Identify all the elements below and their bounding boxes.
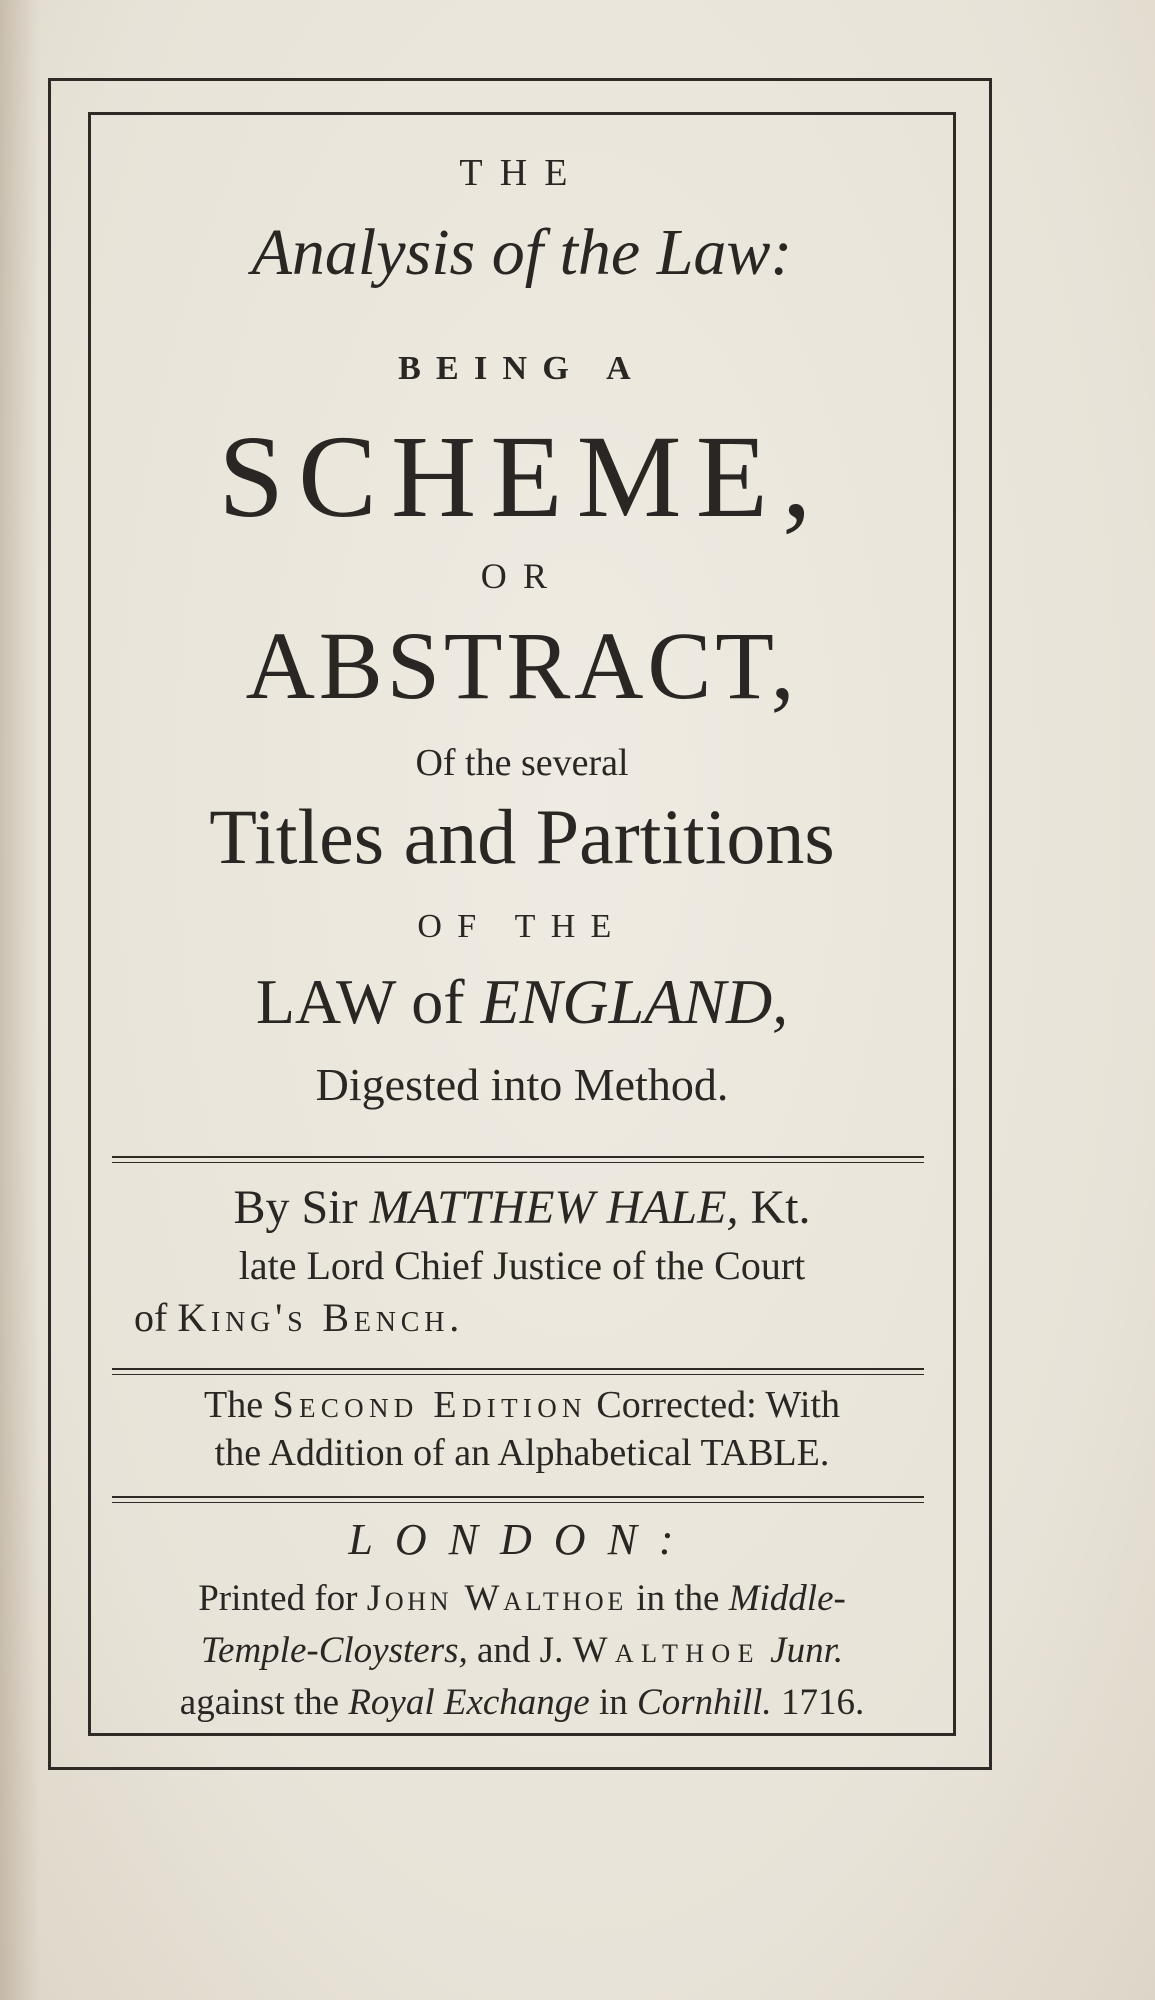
- corrected-text: Corrected: With: [596, 1384, 841, 1426]
- walthoe-text: Walthoe: [572, 1630, 761, 1671]
- being-a-line: BEING A: [398, 350, 646, 387]
- of-the-line: OF THE: [417, 908, 627, 945]
- temple-text: Temple-Cloysters,: [200, 1630, 468, 1671]
- in-the-text: in the: [636, 1578, 720, 1619]
- kings-bench-text: King's Bench.: [177, 1295, 465, 1340]
- of-text: of: [134, 1295, 168, 1340]
- royal-exchange-text: Royal Exchange: [348, 1682, 590, 1723]
- author-line-1: [100, 1181, 944, 1234]
- digested-line: Digested into Method.: [315, 1059, 729, 1110]
- cornhill-text: Cornhill.: [637, 1682, 772, 1723]
- by-sir-text: By Sir: [233, 1181, 358, 1234]
- author-line-2: late Lord Chief Justice of the Court: [238, 1243, 806, 1288]
- john-walthoe-text: John Walthoe: [366, 1578, 627, 1619]
- imprint-line-1: [100, 1580, 944, 1617]
- analysis-title: Analysis of the Law:: [251, 216, 793, 289]
- scheme-line: SCHEME,: [218, 411, 826, 542]
- author-line-3: [100, 1295, 944, 1340]
- and-j-text: and J.: [477, 1630, 564, 1671]
- rule-2: [112, 1368, 924, 1375]
- second-edition-text: Second Edition: [272, 1384, 587, 1426]
- page-edge-shadow: [0, 0, 40, 2000]
- middle-text: Middle-: [728, 1578, 846, 1619]
- rule-1: [112, 1156, 924, 1163]
- kt-text: Kt.: [750, 1181, 811, 1234]
- the-heading: THE: [459, 152, 585, 194]
- law-of-england-line: [100, 966, 944, 1037]
- edition-the-text: The: [203, 1384, 264, 1426]
- author-name: MATTHEW HALE,: [369, 1181, 739, 1234]
- edition-line-2: the Addition of an Alphabetical TABLE.: [214, 1432, 830, 1474]
- imprint-line-2: [100, 1632, 944, 1669]
- imprint-line-3: [100, 1684, 944, 1721]
- junr-text: Junr.: [770, 1630, 844, 1671]
- london-line: LONDON:: [348, 1515, 696, 1564]
- law-of-text: LAW of: [255, 966, 465, 1037]
- of-the-several-line: Of the several: [415, 742, 629, 784]
- printed-for-text: Printed for: [198, 1578, 358, 1619]
- abstract-line: ABSTRACT,: [245, 612, 799, 719]
- or-line: OR: [480, 556, 564, 596]
- against-the-text: against the: [179, 1682, 340, 1723]
- titles-and-partitions-line: Titles and Partitions: [209, 793, 835, 880]
- edition-line-1: [100, 1386, 944, 1424]
- year-text: 1716.: [780, 1682, 865, 1723]
- rule-3: [112, 1496, 924, 1503]
- england-text: ENGLAND,: [480, 966, 789, 1037]
- in-text: in: [598, 1682, 628, 1723]
